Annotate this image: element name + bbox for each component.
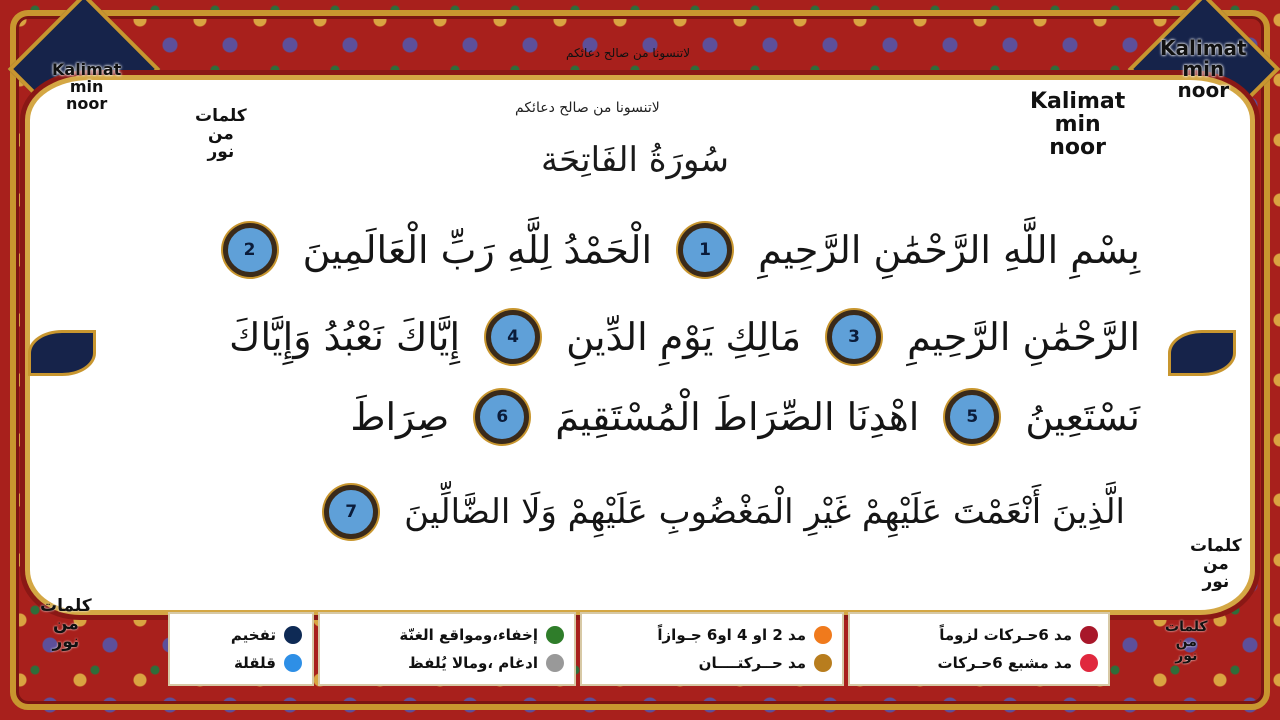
ayah-number-marker: 1: [678, 223, 732, 277]
watermark-kalimat-ar: كلمات من نور: [195, 106, 247, 162]
verse-text: نَسْتَعِينُ: [1025, 395, 1140, 439]
watermark-kalimat: Kalimat min noor: [1160, 36, 1247, 102]
watermark-kalimat-ar: كلمات من نور: [1190, 536, 1242, 592]
legend-label: مد مشبع 6حـركات: [937, 654, 1072, 672]
verse-line-2: [120, 305, 1140, 369]
legend-label: قلقلة: [234, 654, 276, 672]
header-note: لاتنسونا من صالح دعائكم: [515, 100, 660, 116]
tajweed-legend-group-3: [318, 612, 576, 686]
watermark-kalimat: Kalimat min noor: [52, 60, 122, 113]
verse-text: الَّذِينَ أَنْعَمْتَ عَلَيْهِمْ غَيْرِ الْمَغْضُوبِ عَلَيْهِمْ وَلَا الضَّالِّينَ: [404, 492, 1125, 532]
side-ornament-right: [1168, 330, 1236, 376]
ayah-number-marker: 2: [223, 223, 277, 277]
legend-label: إخفاء،ومواقع الغنّة: [399, 626, 538, 644]
legend-item: [592, 626, 832, 644]
watermark-kalimat-ar: كلمات من نور: [1165, 619, 1208, 665]
color-dot-icon: [546, 654, 564, 672]
verse-text: الْحَمْدُ لِلَّهِ رَبِّ الْعَالَمِينَ: [302, 228, 653, 272]
verse-text: الرَّحْمَٰنِ الرَّحِيمِ: [907, 315, 1140, 359]
legend-label: تفخيم: [230, 626, 276, 644]
color-dot-icon: [1080, 626, 1098, 644]
surah-title: سُورَةُ الفَاتِحَة: [540, 140, 730, 180]
side-ornament-left: [28, 330, 96, 376]
verse-text: بِسْمِ اللَّهِ الرَّحْمَٰنِ الرَّحِيمِ: [758, 228, 1140, 272]
legend-item: [180, 626, 302, 644]
color-dot-icon: [284, 654, 302, 672]
color-dot-icon: [546, 626, 564, 644]
watermark-kalimat: Kalimat min noor: [1030, 89, 1126, 161]
verse-line-3: [120, 385, 1140, 449]
legend-label: مد 2 او 4 او6 جـوازاً: [657, 626, 806, 644]
color-dot-icon: [284, 626, 302, 644]
top-note: لاتنسونا من صالح دعائكم: [566, 46, 691, 60]
verse-text: صِرَاطَ: [350, 395, 450, 439]
legend-item: [180, 654, 302, 672]
legend-item: [592, 654, 832, 672]
ayah-number-marker: 6: [475, 390, 529, 444]
ayah-number-marker: 4: [486, 310, 540, 364]
legend-item: [860, 626, 1098, 644]
verse-text: مَالِكِ يَوْمِ الدِّينِ: [566, 315, 802, 359]
legend-item: [330, 626, 564, 644]
color-dot-icon: [814, 626, 832, 644]
verse-line-4: [120, 480, 1125, 544]
verse-text: اهْدِنَا الصِّرَاطَ الْمُسْتَقِيمَ: [555, 395, 920, 439]
tajweed-legend-group-2: [580, 612, 844, 686]
verse-line-1: [120, 218, 1140, 282]
color-dot-icon: [1080, 654, 1098, 672]
legend-label: مد 6حـركات لزوماً: [939, 626, 1072, 644]
ayah-number-marker: 7: [324, 485, 378, 539]
legend-item: [330, 654, 564, 672]
tajweed-legend-group-1: [848, 612, 1110, 686]
watermark-kalimat-ar: كلمات من نور: [40, 596, 92, 652]
legend-item: [860, 654, 1098, 672]
verse-text: إِيَّاكَ نَعْبُدُ وَإِيَّاكَ: [229, 315, 461, 359]
tajweed-legend-group-4: [168, 612, 314, 686]
ayah-number-marker: 5: [945, 390, 999, 444]
color-dot-icon: [814, 654, 832, 672]
legend-label: ادغام ،ومالا يُلفظ: [408, 654, 538, 672]
legend-label: مد حــركتــــان: [698, 654, 806, 672]
ayah-number-marker: 3: [827, 310, 881, 364]
